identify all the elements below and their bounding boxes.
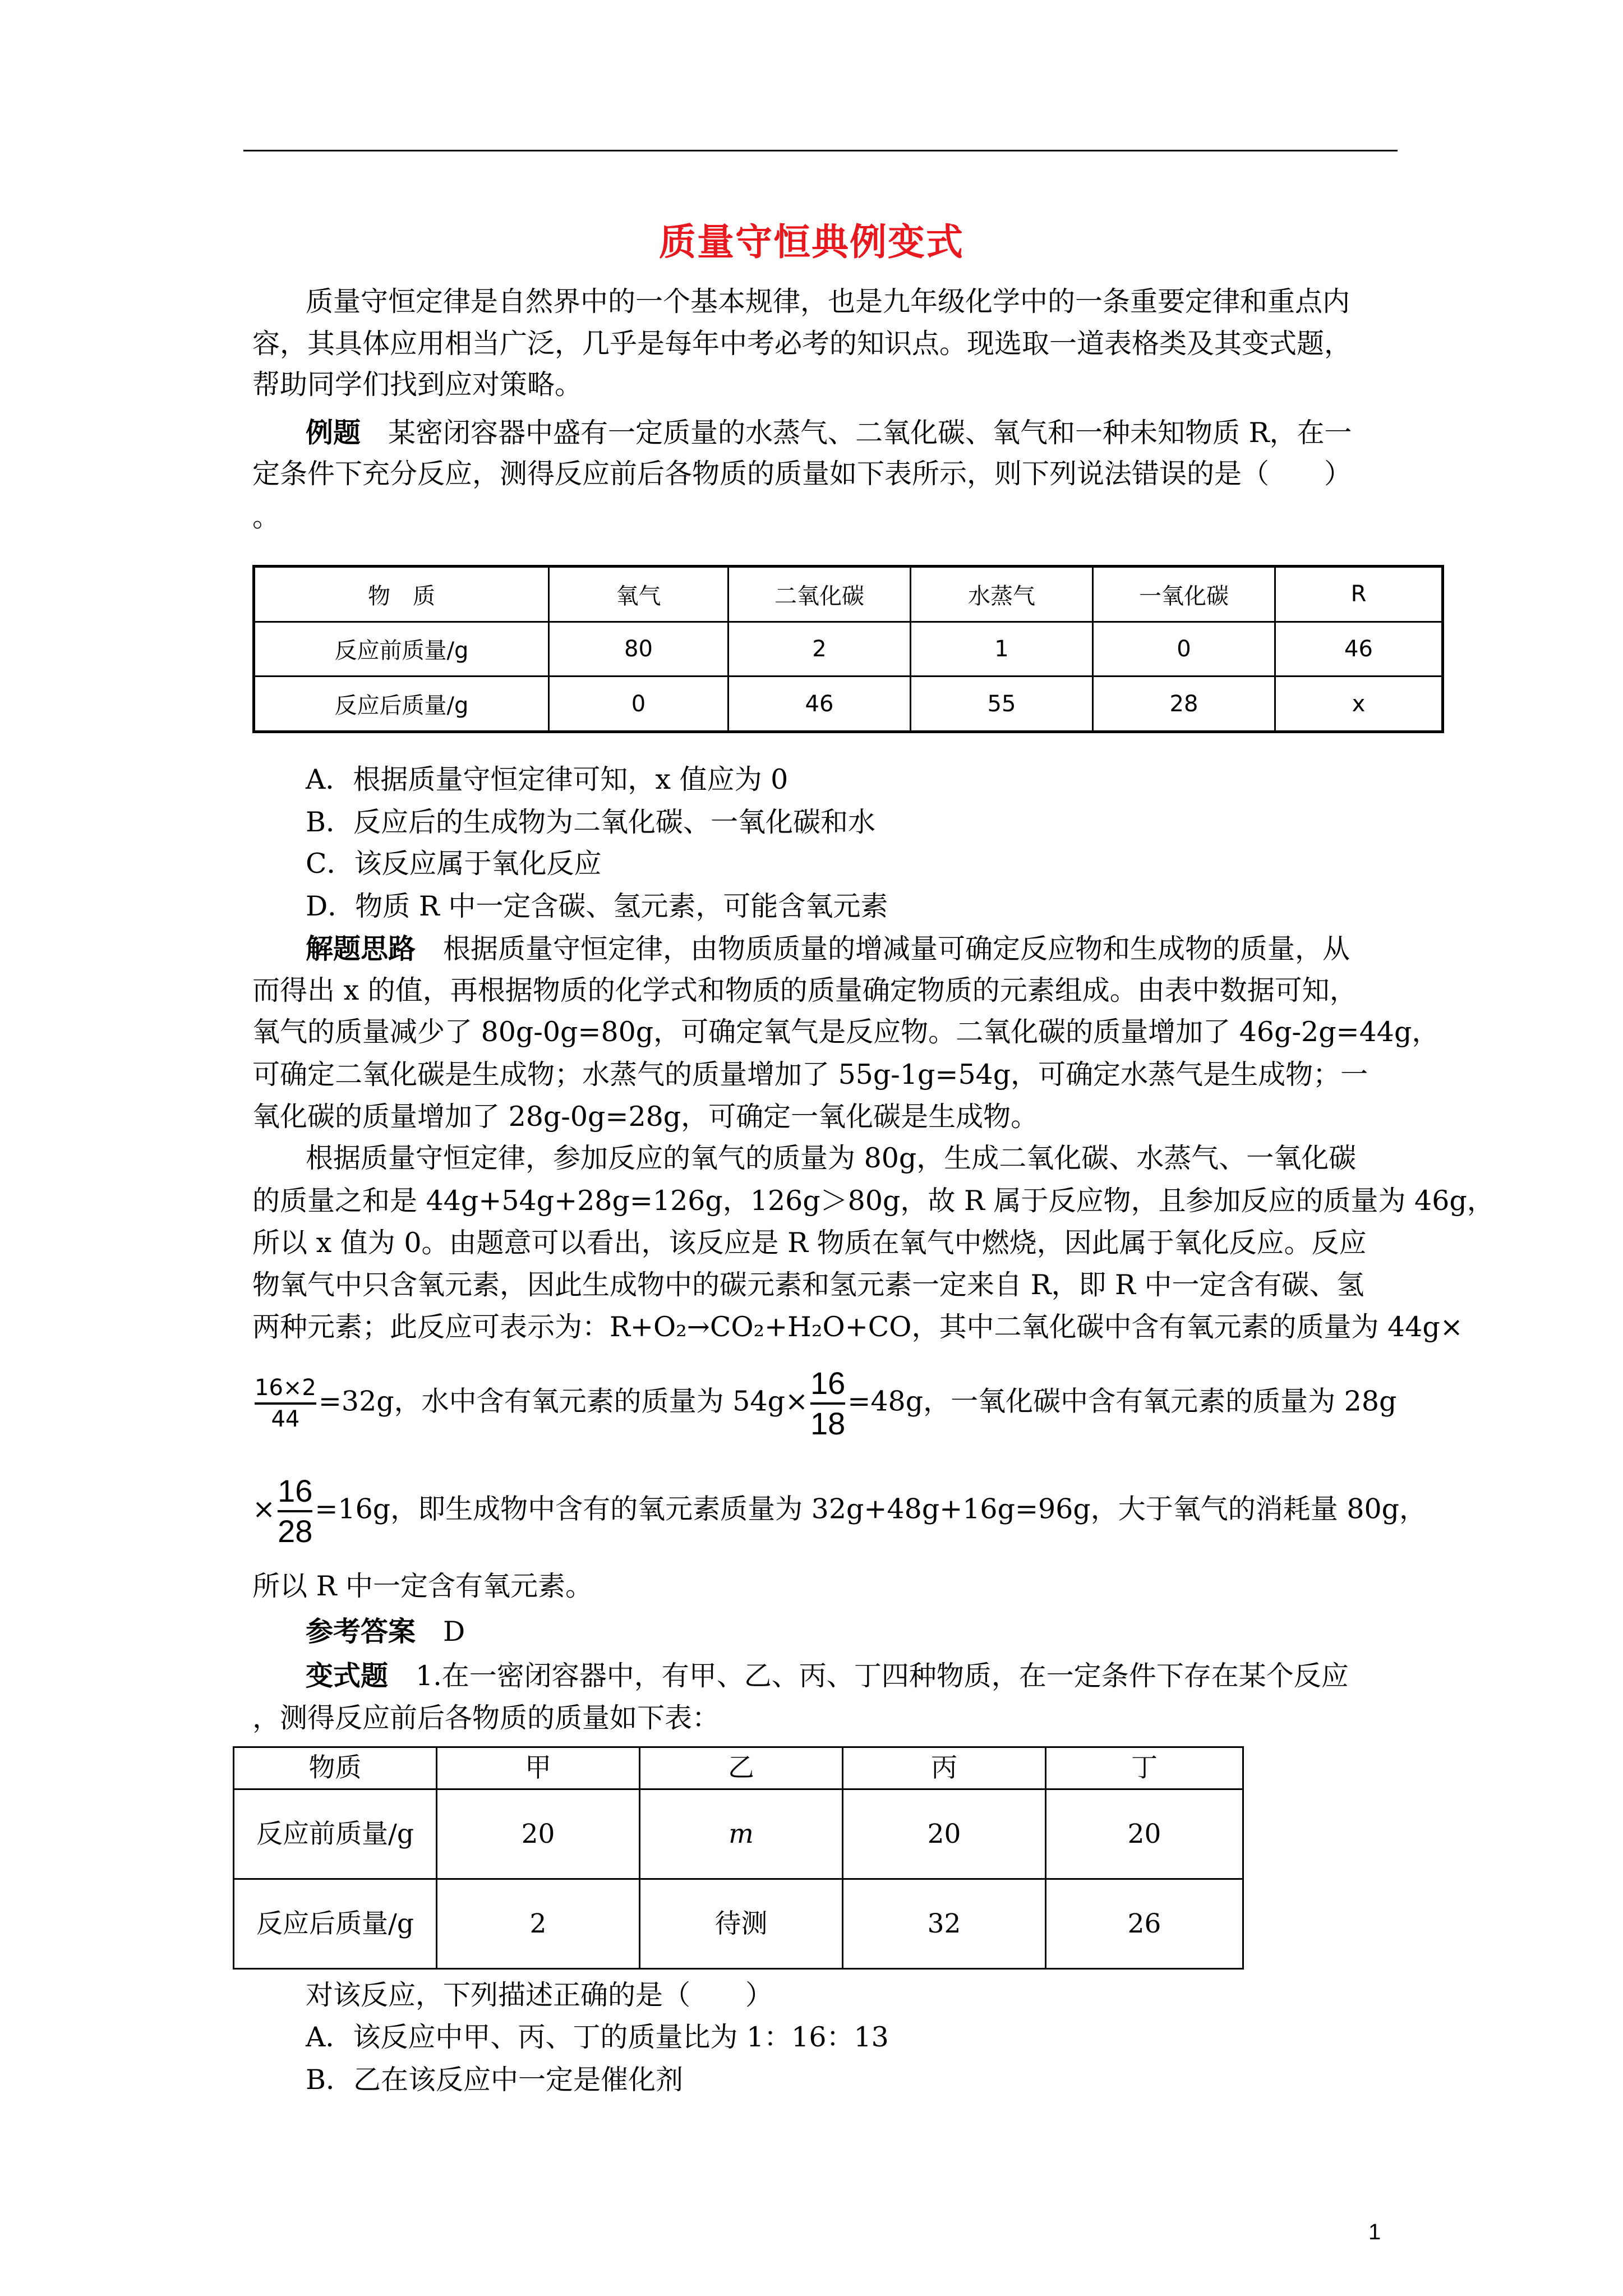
fraction <box>278 1475 312 1547</box>
analysis-text: 根据质量守恒定律，由物质质量的增减量可确定反应物和生成物的质量，从 <box>443 933 1350 965</box>
intro-line: 质量守恒定律是自然界中的一个基本规律，也是九年级化学中的一条重要定律和重点内 <box>306 286 1350 318</box>
analysis-line: 氧气的质量减少了 80g-0g=80g，可确定氧气是反应物。二氧化碳的质量增加了 46g-2g=44g， <box>252 1016 1440 1048</box>
fraction-bar <box>255 1402 316 1405</box>
table-cell: 1 <box>911 622 1093 676</box>
intro-line: 帮助同学们找到应对策略。 <box>252 369 583 401</box>
table-row <box>234 1879 1243 1969</box>
table-header-cell: 物 质 <box>254 567 549 622</box>
table-header-cell: R <box>1275 567 1443 622</box>
table-cell: 20 <box>1046 1789 1243 1879</box>
fraction-denominator: 44 <box>271 1406 300 1432</box>
table-cell: 26 <box>1046 1879 1243 1969</box>
variant-question: 对该反应，下列描述正确的是（ ） <box>306 1979 773 2011</box>
example-line: 。 <box>252 501 280 533</box>
analysis-line: 所以 R 中一定含有氧元素。 <box>252 1570 593 1602</box>
page-number: 1 <box>1368 2220 1381 2244</box>
table-cell: 反应后质量/g <box>254 677 549 732</box>
fraction-denominator: 28 <box>278 1513 313 1549</box>
table-header-cell: 氧气 <box>549 567 728 622</box>
formula-text: =16g，即生成物中含有的氧元素质量为 32g+48g+16g=96g，大于氧气的消耗量 80g， <box>315 1493 1427 1525</box>
table-cell: 待测 <box>640 1879 843 1969</box>
table-header-cell: 丙 <box>843 1747 1046 1789</box>
fraction-denominator: 18 <box>810 1406 846 1441</box>
option-b: B．反应后的生成物为二氧化碳、一氧化碳和水 <box>306 806 876 838</box>
analysis-line: 的质量之和是 44g+54g+28g=126g，126g＞80g，故 R 属于反应物，且参加反应的质量为 46g， <box>252 1185 1495 1217</box>
table-header-cell: 水蒸气 <box>911 567 1093 622</box>
table-header-cell: 物质 <box>234 1747 437 1789</box>
table-cell: 2 <box>437 1879 640 1969</box>
example-line: 定条件下充分反应，测得反应前后各物质的质量如下表所示，则下列说法错误的是（ ） <box>252 458 1352 490</box>
analysis-line: 两种元素；此反应可表示为：R+O₂→CO₂+H₂O+CO，其中二氧化碳中含有氧元素的质量为 44g× <box>252 1311 1463 1343</box>
header-rule <box>243 150 1398 151</box>
analysis-formula-line <box>252 1365 1397 1441</box>
table-cell: 0 <box>549 677 728 732</box>
variant-text: 1.在一密闭容器中，有甲、乙、丙、丁四种物质，在一定条件下存在某个反应 <box>416 1660 1349 1692</box>
fraction-numerator: 16 <box>278 1473 313 1508</box>
fraction-numerator: 16×2 <box>255 1375 316 1401</box>
fraction-numerator: 16 <box>810 1365 846 1401</box>
table-cell: 0 <box>1093 622 1275 676</box>
variant-line: ，测得反应前后各物质的质量如下表： <box>252 1702 720 1734</box>
option-c: C．该反应属于氧化反应 <box>306 848 602 880</box>
variant-line <box>306 1659 1450 1693</box>
table-row <box>254 622 1443 676</box>
analysis-line: 所以 x 值为 0。由题意可以看出，该反应是 R 物质在氧气中燃烧，因此属于氧化反应。反应 <box>252 1227 1367 1259</box>
analysis-label: 解题思路 <box>306 932 416 965</box>
analysis-formula-line <box>252 1473 1427 1549</box>
answer-value: D <box>443 1616 465 1648</box>
answer-line <box>306 1614 1450 1649</box>
table-header-cell: 甲 <box>437 1747 640 1789</box>
table-row <box>254 677 1443 732</box>
table-cell: 46 <box>728 677 911 732</box>
table-cell: 2 <box>728 622 911 676</box>
option-d: D．物质 R 中一定含碳、氢元素，可能含氧元素 <box>306 890 888 922</box>
intro-line: 容，其具体应用相当广泛，几乎是每年中考必考的知识点。现选取一道表格类及其变式题， <box>252 328 1352 360</box>
analysis-line <box>306 932 1450 966</box>
fraction <box>255 1377 316 1430</box>
formula-text: =32g，水中含有氧元素的质量为 54g× <box>318 1385 808 1418</box>
formula-text: × <box>252 1493 276 1525</box>
table-row <box>234 1789 1243 1879</box>
variant-label: 变式题 <box>306 1659 389 1692</box>
table-header-cell: 一氧化碳 <box>1093 567 1275 622</box>
analysis-line: 可确定二氧化碳是生成物；水蒸气的质量增加了 55g-1g=54g，可确定水蒸气是生成物；一 <box>252 1059 1368 1091</box>
formula-text: =48g，一氧化碳中含有氧元素的质量为 28g <box>847 1385 1397 1418</box>
table-cell: x <box>1275 677 1443 732</box>
example-text: 某密闭容器中盛有一定质量的水蒸气、二氧化碳、氧气和一种未知物质 R，在一 <box>388 417 1352 449</box>
table-cell: 80 <box>549 622 728 676</box>
analysis-line: 根据质量守恒定律，参加反应的氧气的质量为 80g，生成二氧化碳、水蒸气、一氧化碳 <box>306 1142 1357 1174</box>
variant-table <box>233 1746 1244 1970</box>
page-title: 质量守恒典例变式 <box>659 220 964 264</box>
fraction <box>810 1365 846 1441</box>
table-cell: 28 <box>1093 677 1275 732</box>
table-header-cell: 乙 <box>640 1747 843 1789</box>
analysis-line: 氧化碳的质量增加了 28g-0g=28g，可确定一氧化碳是生成物。 <box>252 1101 1039 1133</box>
example-table <box>252 565 1444 733</box>
example-line <box>306 416 1450 450</box>
analysis-line: 而得出 x 的值，再根据物质的化学式和物质的质量确定物质的元素组成。由表中数据可知， <box>252 974 1357 1006</box>
option-a: A．根据质量守恒定律可知，x 值应为 0 <box>306 763 789 795</box>
fraction-bar <box>278 1510 312 1512</box>
table-header-row <box>234 1747 1243 1789</box>
answer-label: 参考答案 <box>306 1615 416 1648</box>
fraction-bar <box>810 1402 845 1405</box>
table-cell: 反应后质量/g <box>234 1879 437 1969</box>
table-header-cell: 丁 <box>1046 1747 1243 1789</box>
table-cell: 反应前质量/g <box>234 1789 437 1879</box>
table-cell: 55 <box>911 677 1093 732</box>
variant-option-a: A．该反应中甲、丙、丁的质量比为 1：16：13 <box>306 2021 889 2053</box>
analysis-line: 物氧气中只含氧元素，因此生成物中的碳元素和氢元素一定来自 R，即 R 中一定含有碳、氢 <box>252 1269 1364 1301</box>
table-cell: 20 <box>437 1789 640 1879</box>
table-cell: 32 <box>843 1879 1046 1969</box>
table-cell: 46 <box>1275 622 1443 676</box>
table-cell: 20 <box>843 1789 1046 1879</box>
table-cell: 反应前质量/g <box>254 622 549 676</box>
table-header-row <box>254 567 1443 622</box>
table-cell: m <box>640 1789 843 1879</box>
table-header-cell: 二氧化碳 <box>728 567 911 622</box>
variant-option-b: B．乙在该反应中一定是催化剂 <box>306 2064 684 2096</box>
example-label: 例题 <box>306 416 361 449</box>
